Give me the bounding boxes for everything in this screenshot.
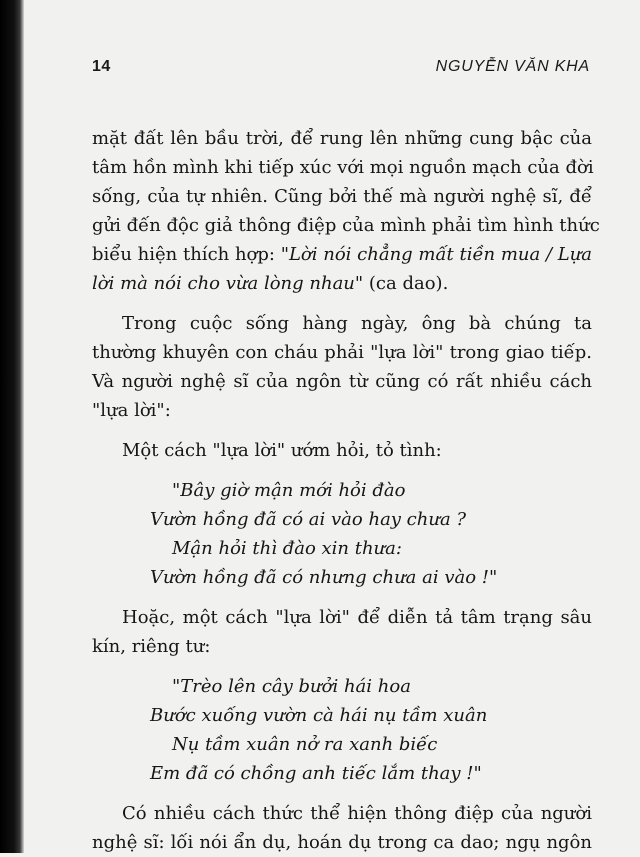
text-line: mặt đất lên bầu trời, để rung lên những cung bậc của: [92, 128, 592, 149]
verse-line: Vườn hồng đã có ai vào hay chưa ?: [150, 509, 467, 530]
verse-line: Em đã có chồng anh tiếc lắm thay !": [150, 763, 482, 784]
text-line: sống, của tự nhiên. Cũng bởi thế mà người nghệ sĩ, để: [92, 186, 592, 207]
text-line: Hoặc, một cách "lựa lời" để diễn tả tâm trạng sâu: [122, 607, 592, 628]
text-line: tâm hồn mình khi tiếp xúc với mọi nguồn mạch của đời: [92, 157, 594, 178]
book-spine-shadow: [0, 0, 24, 853]
text-line: Một cách "lựa lời" ướm hỏi, tỏ tình:: [122, 440, 442, 461]
text-line: Trong cuộc sống hàng ngày, ông bà chúng ta: [122, 313, 592, 334]
verse-line: "Trèo lên cây bưởi hái hoa: [172, 676, 411, 697]
verse-line: "Bây giờ mận mới hỏi đào: [172, 480, 406, 501]
text-line: gửi đến độc giả thông điệp của mình phải tìm hình thức: [92, 215, 600, 236]
running-head: NGUYỄN VĂN KHA: [435, 58, 590, 75]
text-line: [92, 269, 592, 298]
verse-block: [92, 476, 592, 592]
text-span: biểu hiện thích hợp:: [92, 244, 281, 265]
text-line: Có nhiều cách thức thể hiện thông điệp của người: [122, 803, 592, 824]
page-header: [92, 58, 590, 82]
verse-line: Mận hỏi thì đào xin thưa:: [172, 538, 402, 559]
quoted-saying: lời mà nói cho vừa lòng nhau": [92, 273, 364, 294]
page-number: 14: [92, 58, 111, 75]
text-line: "lựa lời":: [92, 400, 171, 421]
book-page: [70, 0, 600, 853]
quoted-saying: "Lời nói chẳng mất tiền mua / Lựa: [280, 244, 593, 265]
verse-line: Nụ tầm xuân nở ra xanh biếc: [172, 734, 438, 755]
verse-line: Bước xuống vườn cà hái nụ tầm xuân: [150, 705, 488, 726]
text-line: thường khuyên con cháu phải "lựa lời" trong giao tiếp.: [92, 342, 592, 363]
text-line: [92, 240, 592, 269]
text-line: Và người nghệ sĩ của ngôn từ cũng có rất nhiều cách: [92, 371, 592, 392]
text-span: (ca dao).: [363, 273, 449, 294]
body-text: [92, 124, 600, 857]
verse-line: Vườn hồng đã có nhưng chưa ai vào !": [150, 567, 498, 588]
text-line: kín, riêng tư:: [92, 636, 211, 657]
text-line: nghệ sĩ: lối nói ẩn dụ, hoán dụ trong ca dao; ngụ ngôn: [92, 832, 592, 853]
verse-block: [92, 672, 592, 788]
